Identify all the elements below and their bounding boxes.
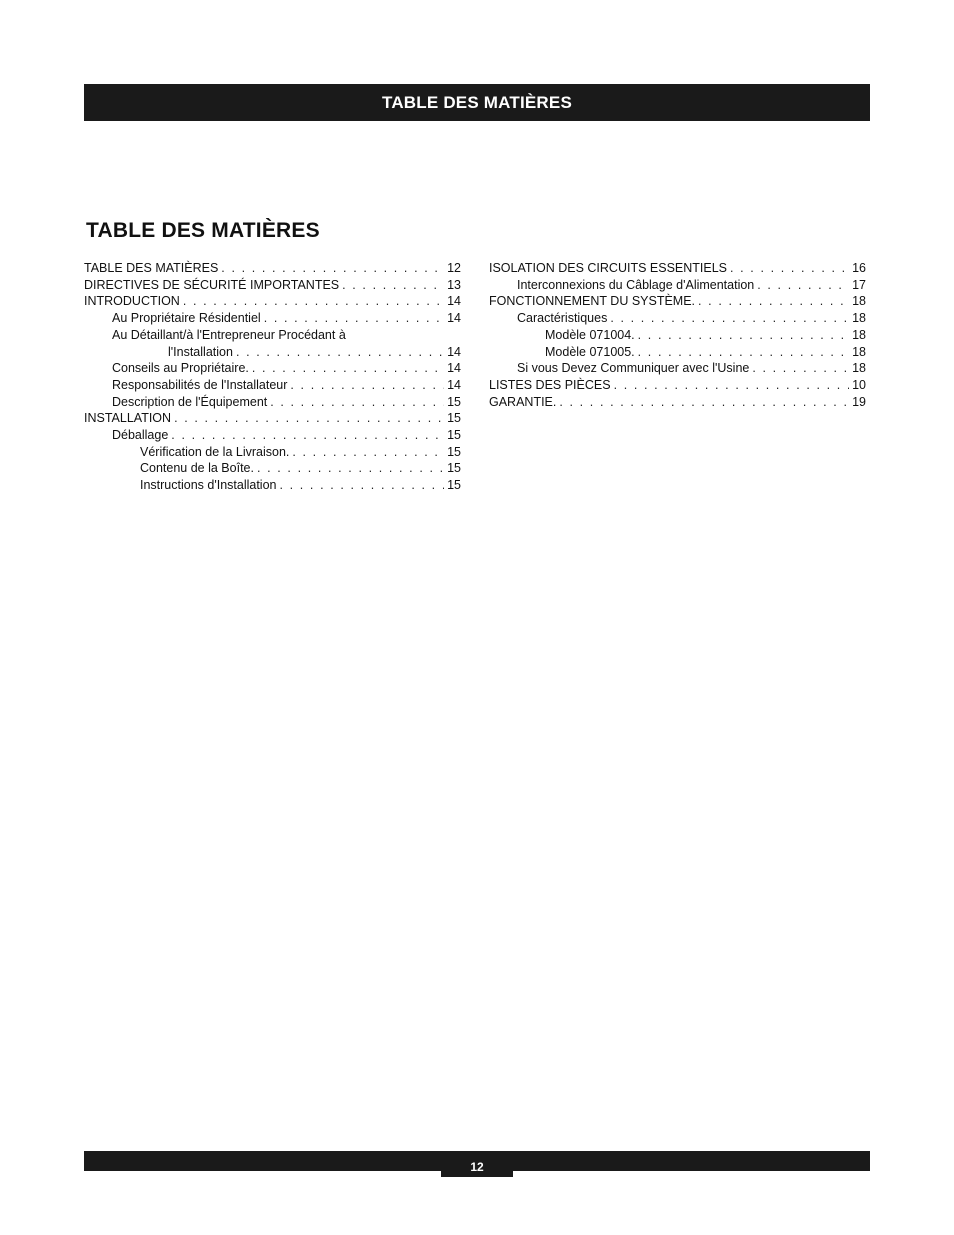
toc-entry[interactable] — [489, 344, 866, 361]
toc-entry-page: 15 — [447, 394, 461, 409]
section-title: TABLE DES MATIÈRES — [86, 219, 320, 242]
toc-leader-dots — [752, 360, 849, 377]
toc-leader-dots — [270, 394, 444, 411]
toc-leader-dots — [290, 377, 444, 394]
toc-entry[interactable] — [84, 427, 461, 444]
toc-entry-page: 18 — [852, 361, 866, 376]
toc-entry-label: Responsabilités de l'Installateur — [112, 377, 288, 392]
toc-leader-dots — [292, 444, 444, 461]
toc-entry-label: Au Détaillant/à l'Entrepreneur Procédant à — [112, 327, 346, 342]
toc-entry-label: LISTES DES PIÈCES — [489, 377, 611, 392]
toc-leader-dots — [257, 460, 444, 477]
toc-entry[interactable] — [84, 477, 461, 494]
header-title: TABLE DES MATIÈRES — [382, 92, 572, 112]
header-bar — [84, 84, 870, 121]
toc-entry-page: 15 — [447, 411, 461, 426]
toc-entry-page: 15 — [447, 444, 461, 459]
toc-entry-page: 14 — [447, 344, 461, 359]
toc-leader-dots — [174, 410, 444, 427]
toc-entry-label: Interconnexions du Câblage d'Alimentation — [517, 277, 755, 292]
toc-entry-label: Au Propriétaire Résidentiel — [112, 311, 261, 326]
toc-entry-page: 17 — [852, 277, 866, 292]
toc-entry[interactable] — [84, 310, 461, 327]
toc-entry-label: Caractéristiques — [517, 311, 608, 326]
toc-entry[interactable] — [489, 277, 866, 294]
toc-entry[interactable] — [489, 293, 866, 310]
toc-leader-dots — [342, 277, 444, 294]
toc-leader-dots — [698, 293, 849, 310]
toc-entry-label: Description de l'Équipement — [112, 394, 268, 409]
toc-entry[interactable] — [489, 394, 866, 411]
toc-entry-label: Conseils au Propriétaire. — [112, 361, 249, 376]
toc-entry-continued[interactable] — [84, 327, 461, 344]
toc-leader-dots — [280, 477, 445, 494]
toc-entry[interactable] — [84, 344, 461, 361]
toc-leader-dots — [252, 360, 444, 377]
toc-leader-dots — [264, 310, 444, 327]
toc-entry-label: Modèle 071005. — [545, 344, 635, 359]
page-number-tab — [441, 1156, 513, 1177]
toc-entry-label: ISOLATION DES CIRCUITS ESSENTIELS — [489, 261, 728, 275]
toc-entry[interactable] — [84, 277, 461, 294]
toc-entry-label: FONCTIONNEMENT DU SYSTÈME. — [489, 294, 696, 309]
toc-entry-label: GARANTIE. — [489, 394, 557, 409]
toc-entry[interactable] — [84, 360, 461, 377]
toc-entry-label: l'Installation — [168, 344, 233, 359]
toc-entry-page: 18 — [852, 311, 866, 326]
toc-entry-page: 15 — [447, 461, 461, 476]
toc-entry[interactable] — [489, 377, 866, 394]
toc-entry-label: Contenu de la Boîte. — [140, 461, 254, 476]
toc-entry[interactable] — [84, 260, 461, 277]
toc-entry-page: 14 — [447, 361, 461, 376]
toc-right-column — [489, 260, 866, 410]
toc-entry-page: 10 — [852, 377, 866, 392]
toc-leader-dots — [614, 377, 850, 394]
toc-entry[interactable] — [84, 410, 461, 427]
toc-entry-page: 14 — [447, 311, 461, 326]
toc-entry[interactable] — [489, 327, 866, 344]
toc-entry-page: 19 — [852, 394, 866, 409]
toc-entry[interactable] — [84, 394, 461, 411]
toc-entry[interactable] — [84, 293, 461, 310]
toc-entry-page: 13 — [447, 277, 461, 292]
toc-entry-label: Si vous Devez Communiquer avec l'Usine — [517, 361, 750, 376]
toc-leader-dots — [559, 394, 849, 411]
toc-entry-page: 14 — [447, 294, 461, 309]
toc-entry[interactable] — [84, 460, 461, 477]
toc-leader-dots — [610, 310, 849, 327]
page-number: 12 — [470, 1159, 484, 1174]
toc-entry-label: Modèle 071004. — [545, 327, 635, 342]
toc-left-column — [84, 260, 461, 494]
toc-entry[interactable] — [489, 360, 866, 377]
toc-entry-page: 15 — [447, 428, 461, 443]
toc-entry-page: 12 — [447, 261, 461, 275]
toc-leader-dots — [236, 344, 444, 361]
toc-leader-dots — [638, 344, 849, 361]
toc-entry-page: 16 — [852, 261, 866, 275]
toc-entry[interactable] — [84, 444, 461, 461]
toc-leader-dots — [638, 327, 849, 344]
toc-entry-label: TABLE DES MATIÈRES — [84, 261, 219, 275]
toc-leader-dots — [171, 427, 444, 444]
toc-entry[interactable] — [84, 377, 461, 394]
toc-entry-page: 18 — [852, 327, 866, 342]
toc-entry-page: 18 — [852, 344, 866, 359]
toc-entry-page: 15 — [447, 478, 461, 493]
toc-entry-label: Instructions d'Installation — [140, 478, 277, 493]
toc-entry-label: INTRODUCTION — [84, 294, 180, 309]
toc-leader-dots — [757, 277, 849, 294]
toc-entry-label: Vérification de la Livraison. — [140, 444, 290, 459]
toc-entry-page: 18 — [852, 294, 866, 309]
toc-entry-page: 14 — [447, 377, 461, 392]
toc-entry-label: DIRECTIVES DE SÉCURITÉ IMPORTANTES — [84, 277, 340, 292]
toc-leader-dots — [730, 260, 849, 277]
toc-entry-label: INSTALLATION — [84, 411, 172, 426]
toc-entry[interactable] — [489, 260, 866, 277]
toc-leader-dots — [221, 260, 444, 277]
toc-leader-dots — [183, 293, 444, 310]
toc-entry-label: Déballage — [112, 428, 169, 443]
toc-entry[interactable] — [489, 310, 866, 327]
